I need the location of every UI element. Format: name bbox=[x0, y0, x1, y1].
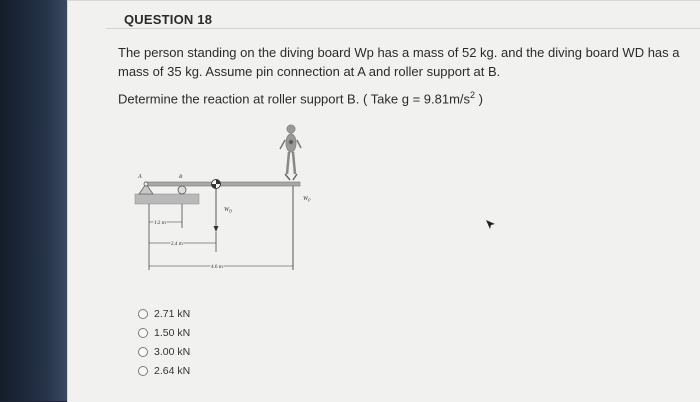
header-divider bbox=[106, 28, 700, 29]
label-wp: $W_P$ bbox=[303, 196, 311, 203]
roller-support-b bbox=[178, 186, 186, 194]
person-figure bbox=[280, 125, 301, 180]
dim-2-4m: 2.4 m bbox=[171, 241, 183, 247]
question-text-line-1: The person standing on the diving board Wp has a mass of 52 kg. and the diving board WD has a bbox=[118, 45, 680, 60]
label-b: B bbox=[179, 174, 183, 180]
dim-1-2m: 1.2 m bbox=[154, 220, 166, 226]
mouse-cursor-icon bbox=[485, 218, 497, 236]
answer-option[interactable] bbox=[138, 323, 190, 342]
answer-option-label: 3.00 kN bbox=[154, 345, 191, 358]
radio-button[interactable] bbox=[138, 328, 148, 338]
question-title: QUESTION 18 bbox=[124, 12, 213, 27]
diving-board-diagram bbox=[125, 120, 325, 280]
question-text-line-3: Determine the reaction at roller support B. ( Take $g = 9.81m/s^2$ ) bbox=[118, 90, 483, 107]
dim-4-6m: 4.6 m bbox=[211, 264, 223, 270]
board-cg-marker bbox=[212, 180, 221, 189]
answer-option[interactable] bbox=[138, 342, 190, 361]
label-wd: $W_D$ bbox=[224, 207, 232, 214]
diving-board bbox=[145, 182, 300, 186]
radio-button[interactable] bbox=[138, 309, 148, 319]
radio-button[interactable] bbox=[138, 347, 148, 357]
answer-option-label: 2.71 kN bbox=[154, 307, 191, 320]
desktop-background bbox=[0, 0, 67, 401]
support-block bbox=[135, 194, 199, 204]
question-text-line-2: mass of 35 kg. Assume pin connection at A and roller support at B. bbox=[118, 64, 501, 79]
answer-option[interactable] bbox=[138, 361, 190, 380]
label-a: A bbox=[138, 174, 142, 180]
answer-option-label: 1.50 kN bbox=[154, 326, 191, 339]
answer-options bbox=[138, 304, 190, 380]
radio-button[interactable] bbox=[138, 366, 148, 376]
answer-option[interactable] bbox=[138, 304, 190, 323]
answer-option-label: 2.64 kN bbox=[154, 364, 191, 377]
